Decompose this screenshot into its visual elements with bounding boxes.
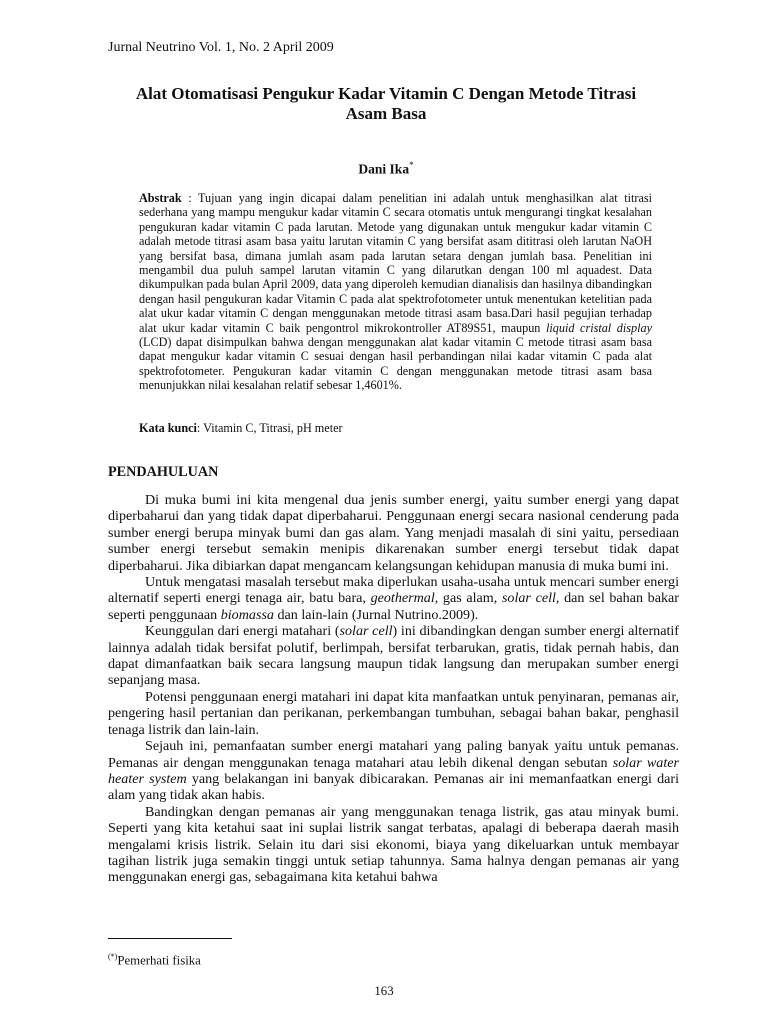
keywords-text: : Vitamin C, Titrasi, pH meter: [196, 421, 343, 435]
term-solar-cell: solar cell: [501, 590, 556, 607]
term-biomassa: biomassa: [220, 606, 274, 623]
footnote: [108, 952, 201, 968]
title-line-2: Asam Basa: [345, 104, 427, 123]
paragraph-2: [108, 574, 679, 623]
author-marker: *: [409, 160, 414, 170]
paragraph-2-text-d: dan lain-lain (Jurnal Nutrino.2009).: [273, 606, 479, 623]
journal-header: Jurnal Neutrino Vol. 1, No. 2 April 2009: [108, 40, 334, 55]
page-number: 163: [374, 984, 394, 998]
abstract: [139, 191, 652, 393]
paragraph-5: [108, 738, 679, 804]
paragraph-5-text-b: yang belakangan ini banyak dibicarakan. Pemanas air ini memanfaatkan energi dari alam yang tidak akan habis.: [108, 770, 680, 804]
footnote-separator: [108, 938, 232, 939]
paragraph-2-text-b: , gas alam,: [434, 590, 502, 607]
title-line-1: Alat Otomatisasi Pengukur Kadar Vitamin C Dengan Metode Titrasi: [135, 84, 637, 103]
footnote-marker: (*): [108, 952, 118, 961]
body-text: [108, 492, 679, 886]
section-heading: PENDAHULUAN: [108, 464, 219, 480]
keywords-label: Kata kunci: [139, 421, 197, 435]
author-name: Dani Ika: [358, 161, 410, 177]
abstract-text-1: : Tujuan yang ingin dicapai dalam penelitian ini adalah untuk menghasilkan alat titrasi sederhana yang mampu mengukur kadar vitamin C secara otomatis untuk mengurangi tingkat kesalahan pengukuran kadar vitamin C pada larutan. Metode yang digunakan untuk mengukur kadar vitamin C adalah metode titrasi asam basa yaitu larutan vitamin C yang bersifat asam dititrasi oleh larutan NaOH yang bersifat basa, dimana jumlah asam pada larutan setara dengan jumlah basa. Penelitian ini mengambil dua puluh sampel larutan vitamin C yang dilarutkan dengan 100 ml aquadest. Data dikumpulkan pada bulan April 2009, data yang diperoleh kemudian dianalisis dan hasilnya dibandingkan dengan hasil pengukuran kadar Vitamin C pada alat spektrofotometer untuk menentukan ketelitian pada alat ukur kadar vitamin C dengan menggunakan metode titrasi asam basa.Dari hasil pegujian terhadap alat ukur kadar vitamin C baik pengontrol mikrokontroller AT89S51, maupun: [139, 191, 652, 335]
paragraph-3: [108, 623, 679, 689]
abstract-italic-term: liquid cristal display: [546, 320, 652, 335]
paragraph-2-text-a: Untuk mengatasi masalah tersebut maka diperlukan usaha-usaha untuk mencari sumber energi alternatif seperti energi tenaga air, batu bara,: [108, 574, 679, 607]
paragraph-6: Bandingkan dengan pemanas air yang menggunakan tenaga listrik, gas atau minyak bumi. Seperti yang kita ketahui saat ini suplai listrik sangat terbatas, apalagi di beberapa daerah masih mengalami krisis listrik. Selain itu dari sisi ekonomi, biaya yang dikeluarkan untuk membayar tagihan listrik juga semakin tinggi untuk setiap tahunnya. Sama halnya dengan pemanas air yang menggunakan energi gas, sebagaimana kita ketahui bahwa: [108, 803, 679, 886]
term-solar-water-heater: solar water heater system: [108, 754, 679, 787]
paragraph-2-text-c: , dan sel bahan bakar seperti penggunaan: [108, 590, 679, 623]
keywords: [139, 421, 652, 436]
author-line: [108, 160, 664, 178]
paragraph-5-text-a: Sejauh ini, pemanfaatan sumber energi matahari yang paling banyak yaitu untuk pemanas. Pemanas air dengan menggunakan tenaga matahari atau lebih dikenal dengan sebutan: [108, 738, 679, 771]
paper-title: [108, 84, 664, 124]
abstract-label: Abstrak: [139, 191, 182, 205]
term-geothermal: geothermal: [370, 590, 435, 607]
paragraph-3-text-a: Keunggulan dari energi matahari (: [145, 623, 340, 640]
paragraph-4: Potensi penggunaan energi matahari ini dapat kita manfaatkan untuk penyinaran, pemanas air, pengering hasil pertanian dan perikanan, perkembangan tumbuhan, sebagai bahan bakar, penghasil tenaga listrik dan lain-lain.: [108, 688, 679, 738]
paragraph-3-text-b: ) ini dibandingkan dengan sumber energi alternatif lainnya adalah tidak bersifat polutif, berlimpah, bersifat terbarukan, gratis, tidak pernah habis, dan dapat dimanfaatkan baik secara langsung maupun tidak langsung dan merupakan sumber energi sepanjang masa.: [108, 623, 679, 689]
footnote-text: Pemerhati fisika: [117, 953, 201, 968]
term-solar-cell-2: solar cell: [339, 623, 393, 640]
paragraph-1: Di muka bumi ini kita mengenal dua jenis sumber energi, yaitu sumber energi yang dapat diperbaharui dan yang tidak dapat diperbaharui. Penggunaan energi secara nasional cenderung pada sumber energi berupa minyak bumi dan gas alam. Yang menjadi masalah di sini yaitu, persediaan sumber energi tersebut semakin menipis dikarenakan sumber energi tersebut tidak dapat diperbaharui. Jika dibiarkan dapat mengancam kelangsungan kehidupan manusia di muka bumi ini.: [108, 492, 679, 574]
abstract-text-2: (LCD) dapat disimpulkan bahwa dengan menggunakan alat kadar vitamin C metode titrasi asam basa dapat mengukur kadar vitamin C sesuai dengan hasil perbandingan nilai kadar vitamin C pada alat spektrofotometer. Pengukuran kadar vitamin C dengan menggunakan metode titrasi asam basa menunjukkan nilai kesalahan relatif sebesar 1,4601%.: [139, 335, 652, 393]
